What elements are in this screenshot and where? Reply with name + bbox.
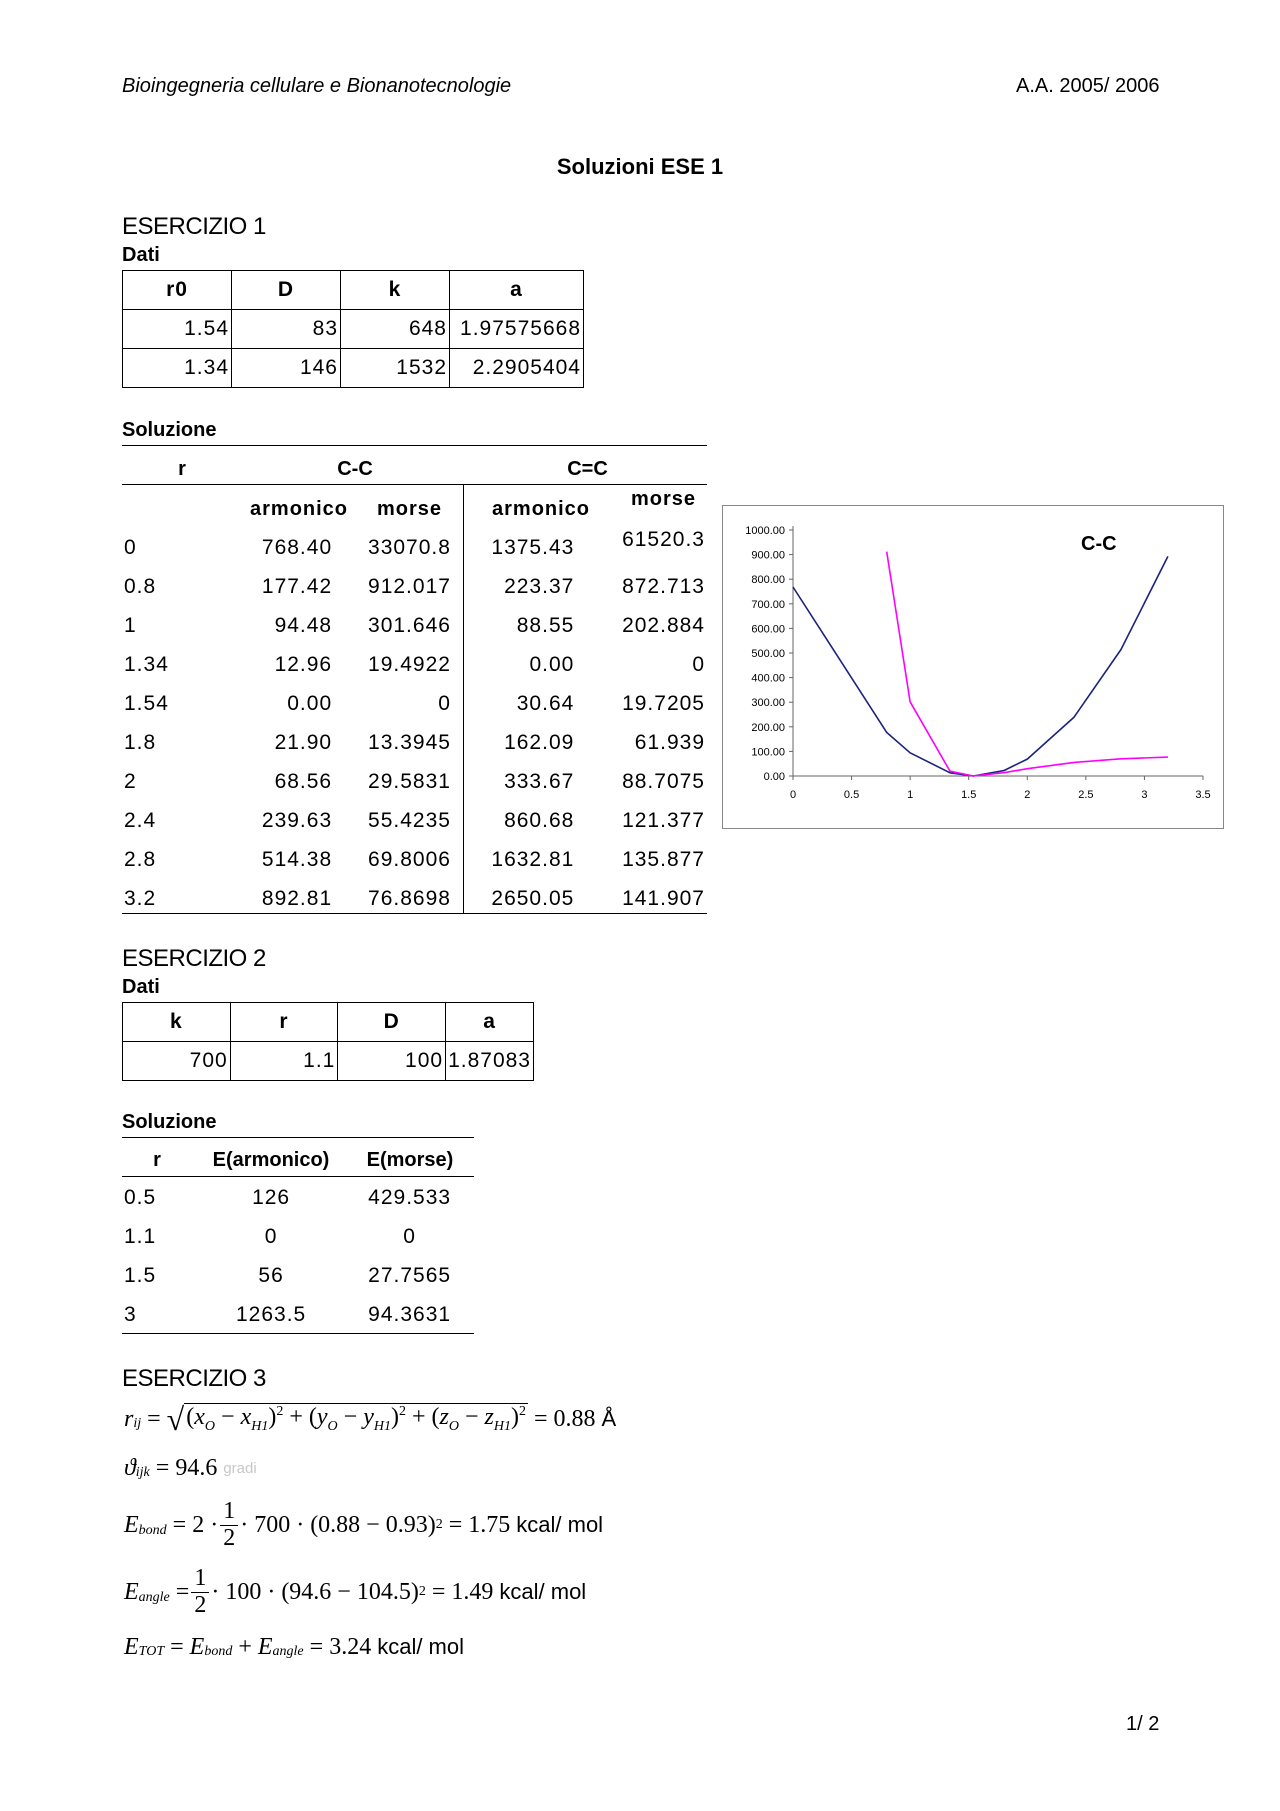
angstrom-unit: Å (601, 1406, 617, 1431)
y-tick-label: 0.00 (763, 771, 785, 783)
es1-dati-table (122, 270, 584, 388)
ebond-unit: kcal/ mol (516, 1512, 604, 1537)
cell: 0.00 (287, 691, 333, 715)
cell: 21.90 (274, 730, 333, 754)
formula-ebond: E $_{bond}$ = 2 · $\frac{1}{2}$ · 700 · (0.88 − 0.93) 2 = 1.75 kcal/ mol (124, 1498, 604, 1551)
cell: 860.68 (504, 808, 575, 832)
x-tick-label: 1 (907, 789, 914, 801)
cell: 1375.43 (491, 535, 575, 559)
formula-angle: ϑ $_{ijk}$ = 94.6 gradi (124, 1454, 257, 1481)
cell: 177.42 (261, 574, 333, 598)
course-title: Bioingegneria cellulare e Bionanotecnologie (122, 75, 512, 97)
academic-year: A.A. 2005/ 2006 (1016, 75, 1160, 97)
cell: 135.877 (622, 847, 705, 871)
cell: 13.3945 (368, 730, 451, 754)
cell: 1.8 (124, 730, 157, 754)
group-header-cc: C-C (337, 458, 373, 480)
cell: 121.377 (622, 808, 705, 832)
es1-dati-label: Dati (122, 244, 160, 266)
table-row (122, 1295, 474, 1334)
cc-chart (723, 506, 1223, 828)
cell: 19.7205 (622, 691, 705, 715)
cell: 61.939 (634, 730, 705, 754)
cell: 768.40 (261, 535, 333, 559)
es3-heading: ESERCIZIO 3 (122, 1365, 266, 1392)
theta-unit: gradi (223, 1459, 257, 1477)
divider (122, 484, 707, 485)
table-row (122, 879, 707, 918)
table-row (122, 801, 707, 840)
sub-header-armonico: armonico (492, 498, 591, 520)
cell: 69.8006 (368, 847, 451, 871)
es2-heading: ESERCIZIO 2 (122, 945, 266, 972)
divider (122, 1176, 474, 1177)
table-row (122, 1256, 474, 1295)
cell: 700 (123, 1042, 231, 1081)
col-header: k (123, 1003, 231, 1042)
cell: 94.48 (274, 613, 333, 637)
group-header-c2c: C=C (567, 458, 608, 480)
cell: 141.907 (622, 886, 705, 910)
cell: 0 (124, 535, 137, 559)
es1-soluzione-label: Soluzione (122, 419, 217, 441)
cell: 0 (403, 1224, 416, 1248)
cell: 2650.05 (491, 886, 575, 910)
etot-unit: kcal/ mol (377, 1634, 464, 1659)
x-tick-label: 2.5 (1078, 789, 1094, 801)
cell: 0 (692, 652, 705, 676)
col-header-r: r (178, 458, 186, 480)
page-number: 1/ 2 (1126, 1713, 1160, 1735)
ebond-result: = 1.75 (448, 1511, 511, 1538)
es1-heading: ESERCIZIO 1 (122, 213, 266, 240)
table-row (122, 723, 707, 762)
sub-header-armonico: armonico (250, 498, 349, 520)
cell: 239.63 (261, 808, 333, 832)
cell: 3.2 (124, 886, 157, 910)
es2-solution-table (122, 1178, 474, 1334)
sub-header-morse: morse (377, 498, 443, 520)
cell: 223.37 (504, 574, 575, 598)
cell: 872.713 (622, 574, 705, 598)
table-row (122, 1178, 474, 1217)
cell: 56 (258, 1263, 284, 1287)
cell: 0.00 (529, 652, 575, 676)
eangle-result: = 1.49 (431, 1578, 494, 1605)
chart-frame (722, 505, 1224, 829)
cell: 19.4922 (368, 652, 451, 676)
col-header: r0 (123, 271, 232, 310)
col-header: E(armonico) (212, 1149, 330, 1171)
table-row (122, 840, 707, 879)
formula-distance: r $_{ij}$ = √ $(x_O - x_{H1})^2 + (y_O - y_{H1})^2 + (z_O - z_{H1})^2$ = 0.88 Å (124, 1400, 617, 1437)
table-row (122, 528, 707, 567)
x-tick-label: 2 (1024, 789, 1031, 801)
cell: 1.97575668 (450, 310, 584, 349)
es2-dati-table (122, 1002, 534, 1081)
cell: 912.017 (368, 574, 451, 598)
ebond-expression: · 700 · (0.88 − 0.93) (240, 1511, 436, 1538)
cell: 2.2905404 (450, 349, 584, 388)
col-header: a (446, 1003, 534, 1042)
cell: 1263.5 (235, 1302, 307, 1326)
cell: 333.67 (504, 769, 575, 793)
cell: 429.533 (368, 1185, 452, 1209)
table-row (122, 762, 707, 801)
es1-solution-table (122, 528, 707, 918)
y-tick-label: 400.00 (751, 672, 785, 685)
eangle-expression: · 100 · (94.6 − 104.5) (211, 1578, 419, 1605)
table-row (122, 606, 707, 645)
y-tick-label: 800.00 (751, 574, 785, 587)
eangle-unit: kcal/ mol (499, 1579, 587, 1604)
theta-value: = 94.6 (155, 1454, 218, 1481)
y-tick-label: 900.00 (751, 549, 785, 562)
one-half-fraction: $\frac{1}{2}$ (220, 1499, 238, 1550)
series-line-1 (793, 556, 1168, 776)
cell: 514.38 (261, 847, 333, 871)
col-header: k (341, 271, 450, 310)
cell: 1.1 (230, 1042, 338, 1081)
one-half-fraction: $\frac{1}{2}$ (191, 1566, 209, 1617)
y-tick-label: 600.00 (751, 623, 785, 636)
cell: 301.646 (368, 613, 451, 637)
cell: 61520.3 (622, 528, 705, 551)
cell: 1.54 (123, 310, 232, 349)
r-result: = 0.88 (534, 1405, 596, 1432)
cell: 12.96 (274, 652, 333, 676)
cell: 1532 (341, 349, 450, 388)
y-tick-label: 100.00 (751, 746, 785, 759)
col-header: r (230, 1003, 338, 1042)
divider (122, 1137, 474, 1138)
cell: 162.09 (504, 730, 575, 754)
table-row (122, 645, 707, 684)
formula-etot: E $_{TOT}$ = E $_{bond}$ + E $_{angle}$ = 3.24 kcal/ mol (124, 1633, 464, 1660)
cell: 1.34 (123, 349, 232, 388)
col-header: r (153, 1149, 161, 1171)
cell: 0.5 (124, 1185, 157, 1209)
cell: 2.8 (124, 847, 157, 871)
cell: 2 (124, 769, 137, 793)
cell: 0 (264, 1224, 278, 1248)
cell: 33070.8 (368, 535, 451, 559)
col-header: D (338, 1003, 446, 1042)
table-row (122, 684, 707, 723)
y-tick-label: 700.00 (751, 598, 785, 611)
cell: 29.5831 (368, 769, 451, 793)
cell: 1.5 (124, 1263, 157, 1287)
y-tick-label: 1000.00 (745, 525, 785, 537)
x-tick-label: 0.5 (843, 789, 860, 801)
cell: 0.8 (124, 574, 157, 598)
y-tick-label: 300.00 (751, 697, 785, 710)
cell: 94.3631 (368, 1302, 452, 1326)
cell: 202.884 (622, 613, 705, 637)
cell: 68.56 (274, 769, 333, 793)
y-tick-label: 500.00 (751, 648, 785, 660)
cell: 126 (252, 1185, 291, 1209)
series-line-2 (887, 552, 1168, 776)
col-header: a (450, 271, 584, 310)
col-header: E(morse) (366, 1149, 454, 1171)
cell: 648 (341, 310, 450, 349)
etot-result: = 3.24 (309, 1633, 372, 1660)
cell: 76.8698 (368, 886, 451, 910)
es2-soluzione-label: Soluzione (122, 1111, 217, 1133)
x-tick-label: 1.5 (961, 789, 977, 801)
cell: 83 (232, 310, 341, 349)
cell: 3 (124, 1302, 137, 1326)
cell: 100 (338, 1042, 446, 1081)
cell: 88.55 (516, 613, 575, 637)
page-title: Soluzioni ESE 1 (556, 154, 724, 179)
y-tick-label: 200.00 (751, 721, 785, 734)
cell: 1 (124, 613, 137, 637)
chart-title: C-C (1081, 533, 1117, 555)
cell: 1632.81 (491, 847, 575, 871)
cell: 1.54 (124, 691, 169, 715)
table-row (122, 1217, 474, 1256)
cell: 27.7565 (368, 1263, 452, 1287)
cell: 55.4235 (368, 808, 451, 832)
cell: 0 (438, 691, 451, 715)
cell: 1.34 (124, 652, 169, 676)
cell: 2.4 (124, 808, 157, 832)
cell: 1.1 (124, 1224, 157, 1248)
divider (122, 445, 707, 446)
cell: 1.87083 (446, 1042, 534, 1081)
cell: 88.7075 (622, 769, 705, 793)
col-header: D (232, 271, 341, 310)
es2-dati-label: Dati (122, 976, 160, 998)
cell: 146 (232, 349, 341, 388)
ebond-prefix: = 2 · (172, 1511, 219, 1538)
cell: 892.81 (261, 886, 333, 910)
x-tick-label: 0 (789, 789, 797, 801)
table-row (122, 567, 707, 606)
cell: 30.64 (516, 691, 575, 715)
formula-eangle: E $_{angle}$ = $\frac{1}{2}$ · 100 · (94.6 − 104.5) 2 = 1.49 kcal/ mol (124, 1565, 587, 1618)
x-tick-label: 3 (1141, 789, 1148, 801)
x-tick-label: 3.5 (1195, 789, 1211, 801)
sub-header-morse: morse (631, 488, 697, 510)
